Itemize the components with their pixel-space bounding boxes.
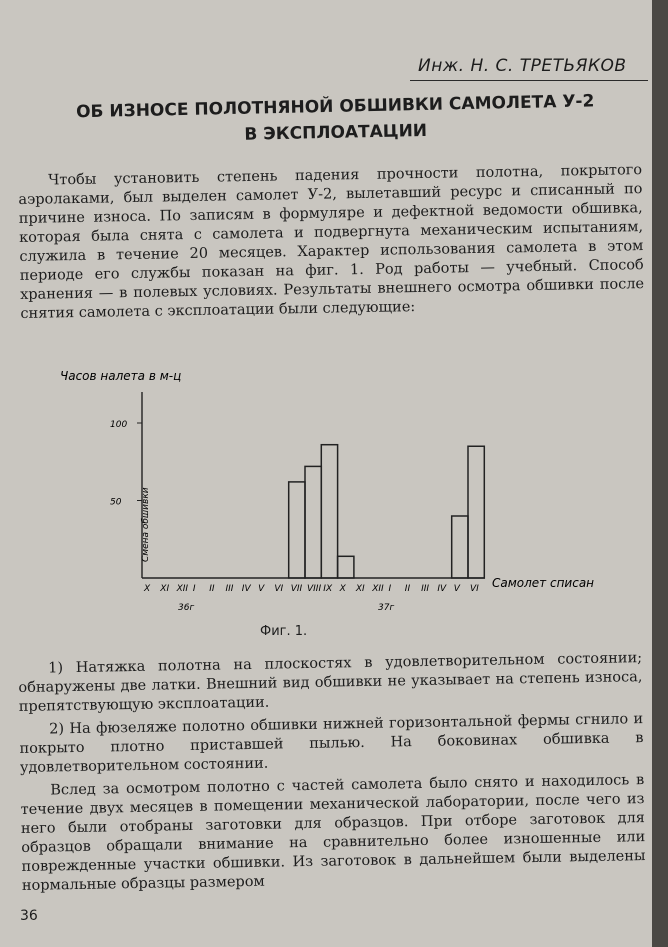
x-tick-label-20: VI	[470, 584, 479, 594]
x-tick-label-1: XI	[160, 584, 170, 594]
x-tick-label-9: VII	[290, 584, 303, 594]
x-tick-label-11: IX	[323, 584, 333, 594]
bar-11	[321, 445, 337, 578]
x-tick-label-14: XII	[372, 584, 384, 594]
x-tick-label-10: VIII	[307, 584, 322, 594]
figure-caption: Фиг. 1.	[260, 624, 308, 639]
author-name: Инж. Н. С. ТРЕТЬЯКОВ	[418, 56, 627, 76]
x-tick-label-16: II	[404, 584, 411, 594]
x-tick-label-2: XII	[176, 584, 189, 594]
page-number: 36	[20, 908, 38, 924]
x-tick-label-4: II	[209, 584, 215, 594]
x-tick-label-3: I	[192, 584, 196, 594]
bar-19	[452, 516, 468, 578]
x-tick-label-17: III	[421, 584, 430, 594]
x-tick-label-7: V	[258, 584, 265, 594]
year-label-36: 36г	[178, 603, 195, 613]
results-section	[18, 649, 646, 900]
intro-paragraph: Чтобы установить степень падения прочности полотна, покрытого аэролаками, был выделен самолет У-2, вылетавший ресурс и списанный по причине износа. По записям в формуляре и дефектной ведомости обшивка, которая была снята с самолета и подвергнута механическим испытаниям, служила в течение 20 месяцев. Характер использования самолета в этом периоде его службы показан на фиг. 1. Род работы — учебный. Способ хранения — в полевых условиях. Результаты внешнего осмотра обшивки после снятия самолета с эксплоатации были следующие:	[18, 162, 645, 322]
x-tick-label-8: VI	[274, 584, 284, 594]
bar-20	[468, 446, 484, 578]
title-line-1: ОБ ИЗНОСЕ ПОЛОТНЯНОЙ ОБШИВКИ САМОЛЕТА У-2	[75, 91, 595, 123]
followup-paragraph: Вслед за осмотром полотно с частей самолета было снято и находилось в течение двух месяцев в помещении механической лаборатории, после чего из него были отобраны заготовки для образцов. При отборе заготовок для образцов обращали внимание на сравнительно более изношенные или поврежденные участки обшивки. Из заготовок в дальнейшем были выделены нормальные образцы размером	[20, 772, 646, 894]
page-edge-shadow	[652, 0, 668, 947]
chart-left-annotation: Смена обшивки	[141, 487, 151, 562]
y-tick-label-0: 50	[110, 497, 122, 508]
bar-9	[289, 482, 305, 578]
x-tick-label-13: XI	[355, 584, 365, 594]
bar-12	[338, 556, 354, 578]
result-item-1: 1) Натяжка полотна на плоскостях в удовлетворительном состоянии; обнаружены две латки. Внешний вид обшивки не указывает на степень износа, препятствующую эксплоатации.	[18, 650, 643, 715]
chart-right-annotation: Самолет списан	[492, 576, 595, 590]
title-line-2: В ЭКСПЛОАТАЦИИ	[244, 120, 428, 145]
article-title	[40, 88, 631, 152]
intro-section	[18, 161, 645, 324]
year-label-37: 37г	[378, 603, 395, 613]
x-tick-label-19: V	[453, 584, 460, 594]
result-item-2: 2) На фюзеляже полотно обшивки нижней горизонтальной фермы сгнило и покрыто плотно приставшей пылью. На боковинах обшивка в удовлетворительном состоянии.	[19, 711, 644, 776]
x-tick-label-18: IV	[437, 584, 447, 594]
x-tick-label-5: III	[225, 584, 234, 594]
x-tick-label-0: X	[144, 584, 151, 594]
bar-10	[305, 466, 321, 578]
x-tick-label-15: I	[388, 584, 392, 594]
x-tick-label-12: X	[339, 584, 346, 594]
chart-ylabel: Часов налета в м-ц	[60, 369, 182, 383]
y-tick-label-1: 100	[110, 420, 128, 430]
x-tick-label-6: IV	[241, 584, 251, 594]
flight-hours-chart	[60, 362, 640, 624]
author-rule	[410, 80, 648, 81]
